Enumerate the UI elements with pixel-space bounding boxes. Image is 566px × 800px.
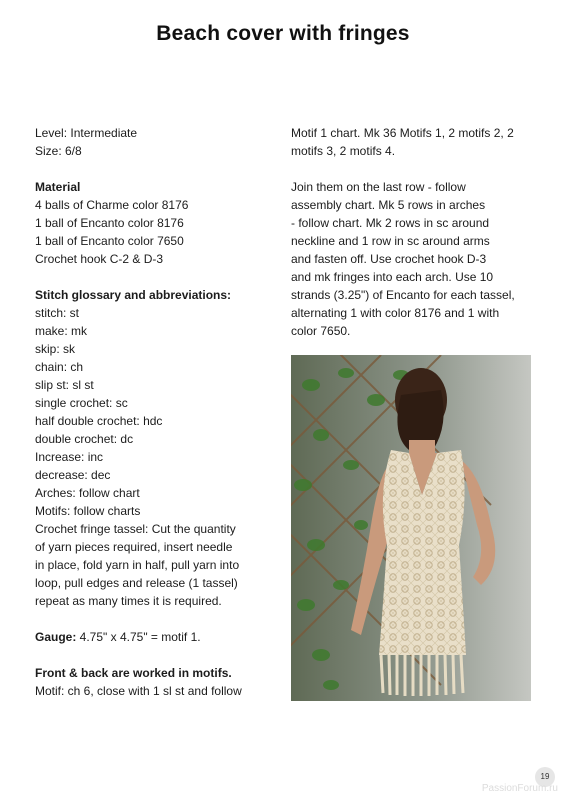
instruction-line: Join them on the last row - follow [291, 180, 466, 194]
right-column [291, 124, 536, 340]
glossary-line: single crochet: sc [35, 396, 128, 410]
instruction-line: and fasten off. Use crochet hook D-3 [291, 252, 487, 266]
glossary-heading: Stitch glossary and abbreviations: [35, 288, 232, 302]
instruction-line: color 7650. [291, 324, 351, 338]
glossary-line: Increase: inc [35, 450, 104, 464]
dress-photo [291, 355, 531, 701]
glossary-line: Motifs: follow charts [35, 504, 141, 518]
instruction-line: motifs 3, 2 motifs 4. [291, 144, 396, 158]
instruction-line: Motif 1 chart. Mk 36 Motifs 1, 2 motifs 2, 2 [291, 126, 514, 140]
glossary-line: stitch: st [35, 306, 80, 320]
page-title: Beach cover with fringes [156, 22, 410, 45]
motif-line: Motif: ch 6, close with 1 sl st and follow [35, 684, 242, 698]
glossary-line: half double crochet: hdc [35, 414, 163, 428]
material-heading: Material [35, 180, 81, 194]
level-text: Level: Intermediate [35, 126, 138, 140]
glossary-line: chain: ch [35, 360, 84, 374]
glossary-line: of yarn pieces required, insert needle [35, 540, 233, 554]
glossary-line: Crochet fringe tassel: Cut the quantity [35, 522, 236, 536]
material-item: 1 ball of Encanto color 8176 [35, 216, 184, 230]
instruction-line: - follow chart. Mk 2 rows in sc around [291, 216, 490, 230]
glossary-line: Arches: follow chart [35, 486, 140, 500]
gauge-value: 4.75" x 4.75" = motif 1. [76, 630, 201, 644]
size-text: Size: 6/8 [35, 144, 82, 158]
gauge-text [35, 628, 275, 646]
instruction-line: assembly chart. Mk 5 rows in arches [291, 198, 486, 212]
instruction-line: strands (3.25") of Encanto for each tassel, [291, 288, 515, 302]
page-number: 19 [535, 767, 555, 787]
glossary-line: decrease: dec [35, 468, 111, 482]
instruction-line: neckline and 1 row in sc around arms [291, 234, 490, 248]
glossary-line: slip st: sl st [35, 378, 94, 392]
instruction-line: alternating 1 with color 8176 and 1 with [291, 306, 500, 320]
front-back-heading: Front & back are worked in motifs. [35, 666, 232, 680]
glossary-line: make: mk [35, 324, 88, 338]
glossary-line: double crochet: dc [35, 432, 134, 446]
material-item: 4 balls of Charme color 8176 [35, 198, 189, 212]
material-item: Crochet hook C-2 & D-3 [35, 252, 164, 266]
glossary-line: loop, pull edges and release (1 tassel) [35, 576, 238, 590]
glossary-line: in place, fold yarn in half, pull yarn into [35, 558, 240, 572]
left-column [35, 124, 275, 700]
glossary-line: skip: sk [35, 342, 76, 356]
material-item: 1 ball of Encanto color 7650 [35, 234, 184, 248]
glossary-line: repeat as many times it is required. [35, 594, 222, 608]
gauge-label: Gauge: [35, 630, 77, 644]
instruction-line: and mk fringes into each arch. Use 10 [291, 270, 494, 284]
watermark-text: PassionForum.ru [481, 783, 558, 794]
